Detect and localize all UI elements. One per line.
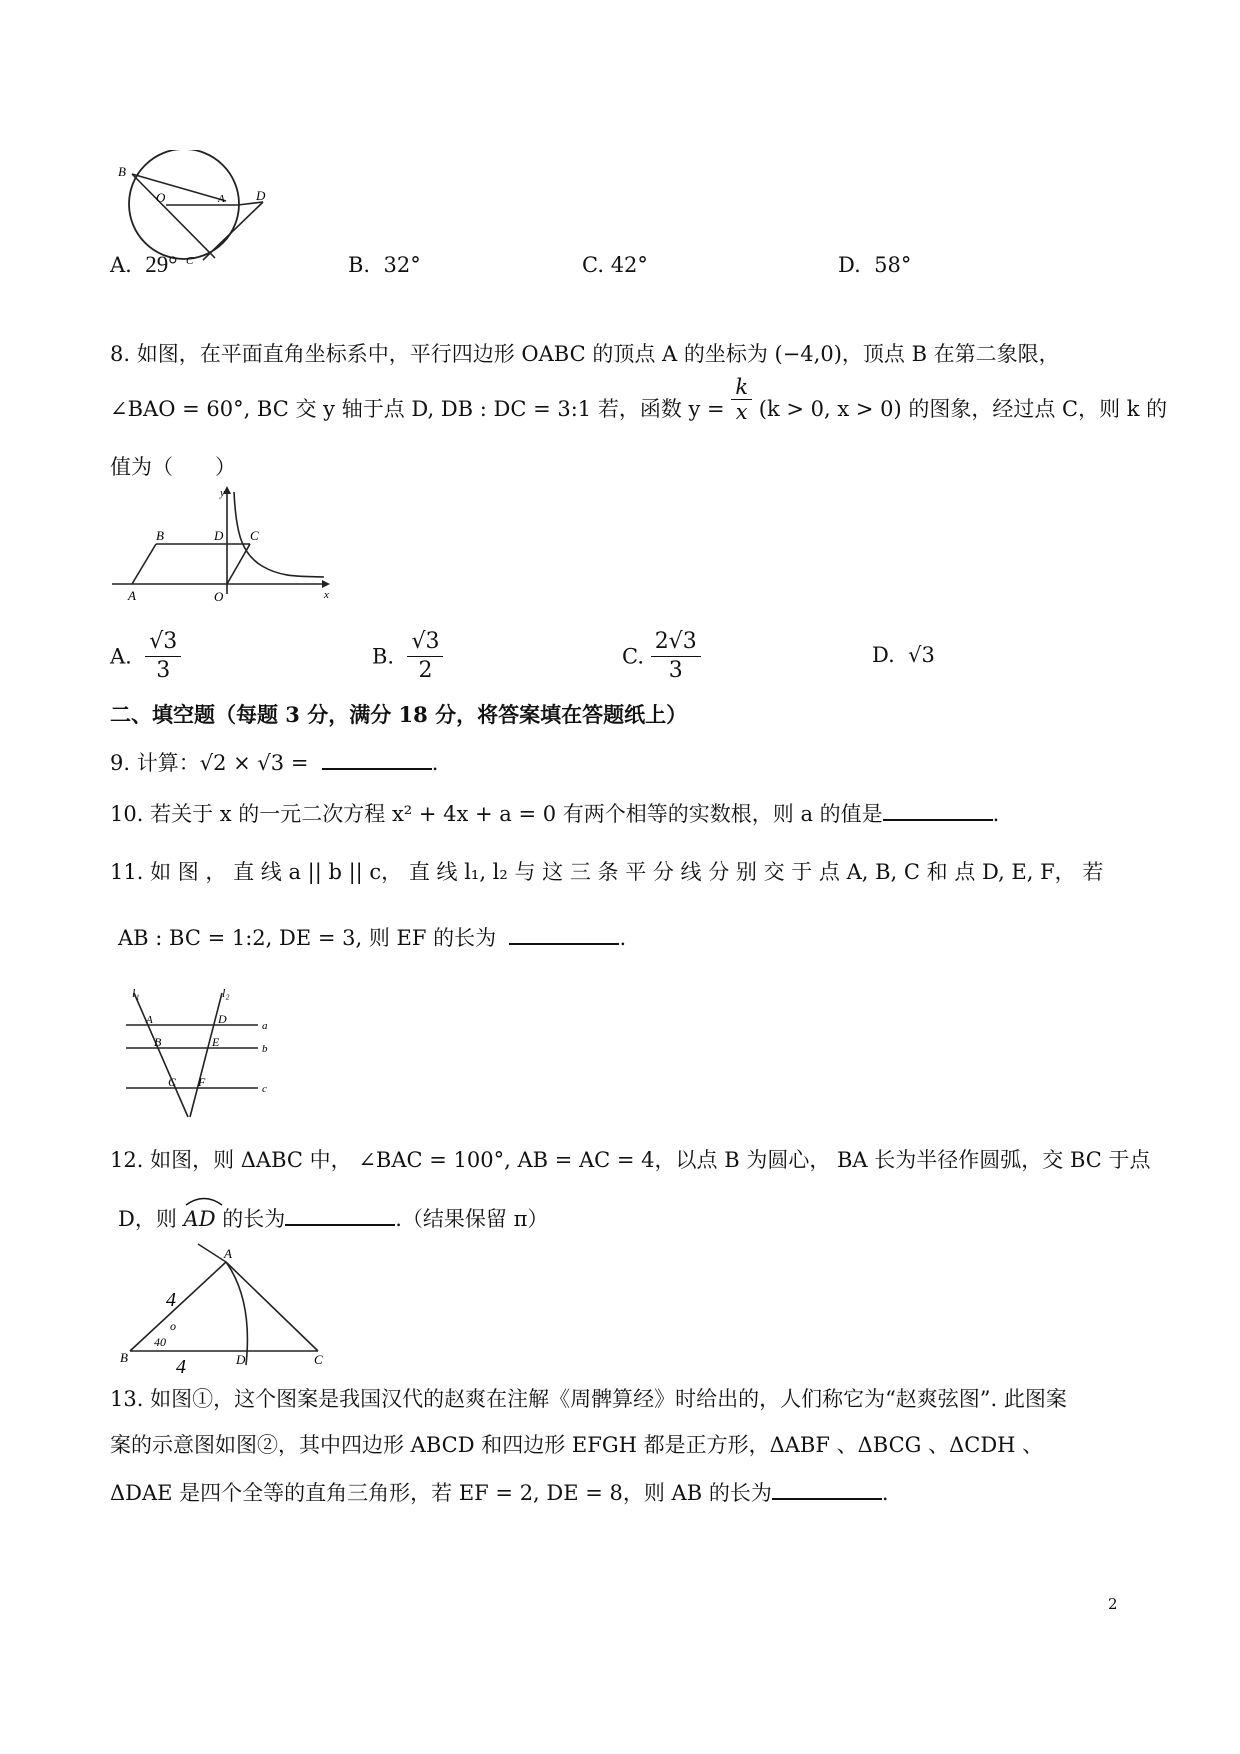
q8-label-b: B — [156, 528, 164, 543]
q8-line2: ∠BAO = 60°, BC 交 y 轴于点 D, DB : DC = 3:1 若，函数 y = $\frac{k}{x}$ (k > 0, x > 0) 的图象，经过点 C，则 k 的 — [110, 375, 1168, 424]
page-number: 2 — [1108, 1595, 1118, 1613]
q7-label-b: B — [118, 164, 126, 179]
q11-label-e: E — [212, 1035, 220, 1049]
q8-label-a: A — [128, 588, 136, 603]
q12-label-side: 4 — [166, 1289, 176, 1311]
q7-option-d: D. 58° — [838, 253, 912, 277]
q11-figure — [118, 985, 278, 1120]
q13-line1: 13. 如图①，这个图案是我国汉代的赵爽在注解《周髀算经》时给出的，人们称它为“赵爽弦图”. 此图案 — [110, 1387, 1067, 1411]
q12-label-o: o — [170, 1319, 176, 1333]
q11-label-line-a: a — [262, 1020, 268, 1032]
q8-figure — [112, 484, 337, 604]
q11-line2: AB : BC = 1:2, DE = 3, 则 EF 的长为 . — [118, 921, 626, 953]
section-heading: 二、填空题（每题 3 分，满分 18 分，将答案填在答题纸上） — [110, 702, 688, 727]
q12-label-base: 4 — [176, 1356, 186, 1375]
q7-label-c: C — [186, 255, 194, 265]
q8-option-c: C. $\frac{2√3}{3}$ — [622, 628, 701, 685]
q11-label-b: B — [154, 1035, 162, 1049]
q8-line1: 8. 如图，在平面直角坐标系中，平行四边形 OABC 的顶点 A 的坐标为 (−4,0)，顶点 B 在第二象限， — [110, 342, 1060, 366]
q12-figure — [118, 1240, 338, 1375]
q11-label-a: A — [146, 1014, 153, 1026]
q10: 10. 若关于 x 的一元二次方程 x² + 4x + a = 0 有两个相等的实数根，则 a 的值是 . — [110, 797, 999, 829]
q13-answer-blank[interactable] — [772, 1476, 882, 1500]
q12-line1: 12. 如图，则 ΔABC 中， ∠BAC = 100°, AB = AC = 4，以点 B 为圆心， BA 长为半径作圆弧，交 BC 于点 — [110, 1148, 1151, 1172]
q8-label-x: x — [324, 589, 329, 601]
q11-label-f: F — [198, 1075, 206, 1089]
q8-option-a: A. $\frac{√3}{3}$ — [110, 628, 181, 685]
q7-option-c: C. 42° — [582, 253, 648, 277]
q12-label-d: D — [236, 1352, 246, 1367]
q7-option-a: A. 29° — [110, 252, 178, 277]
q12-label-b: B — [120, 1350, 128, 1365]
q11-label-l2: l₂ — [222, 986, 230, 1000]
q11-answer-blank[interactable] — [509, 921, 619, 945]
q11-label-d: D — [218, 1012, 227, 1026]
q7-label-a: A — [218, 193, 225, 205]
q11-label-l1: l₁ — [132, 986, 140, 1000]
q7-option-b: B. 32° — [348, 253, 421, 277]
q12-label-angle: 40 — [154, 1335, 166, 1349]
q8-fraction: $\frac{k}{x}$ — [731, 375, 752, 424]
q11-label-line-c: c — [262, 1083, 267, 1095]
q7-figure — [118, 150, 308, 265]
q8-label-y: y — [220, 487, 225, 499]
q8-option-b: B. $\frac{√3}{2}$ — [372, 628, 443, 685]
q11-label-line-b: b — [262, 1043, 268, 1055]
q12-label-a: A — [224, 1246, 232, 1261]
q9: 9. 计算：√2 × √3 = . — [110, 746, 438, 778]
q12-answer-blank[interactable] — [285, 1202, 395, 1226]
q7-label-o: O — [156, 190, 166, 205]
q12-label-c: C — [314, 1352, 323, 1367]
q8-option-d: D. √3 — [872, 643, 935, 667]
q11-line1: 11. 如 图 ， 直 线 a || b || c， 直 线 l₁, l₂ 与 这 三 条 平 分 线 分 别 交 于 点 A, B, C 和 点 D, E, F， 若 — [110, 860, 1104, 884]
q8-label-o: O — [214, 589, 224, 604]
q12-arc-ad: AD — [184, 1204, 216, 1234]
q11-label-c: C — [168, 1075, 177, 1089]
q8-label-c: C — [250, 528, 259, 543]
q7-label-d: D — [256, 188, 266, 203]
q13-line2: 案的示意图如图②，其中四边形 ABCD 和四边形 EFGH 都是正方形，ΔABF 、ΔBCG 、ΔCDH 、 — [110, 1433, 1044, 1457]
q9-answer-blank[interactable] — [322, 746, 432, 770]
q12-line2: D，则 AD 的长为 .（结果保留 π） — [118, 1202, 548, 1234]
q13-line3: ΔDAE 是四个全等的直角三角形，若 EF = 2, DE = 8，则 AB 的长为 . — [110, 1476, 889, 1508]
q10-answer-blank[interactable] — [883, 797, 993, 821]
q8-line3: 值为（ ） — [110, 455, 236, 479]
q8-label-d: D — [214, 528, 224, 543]
